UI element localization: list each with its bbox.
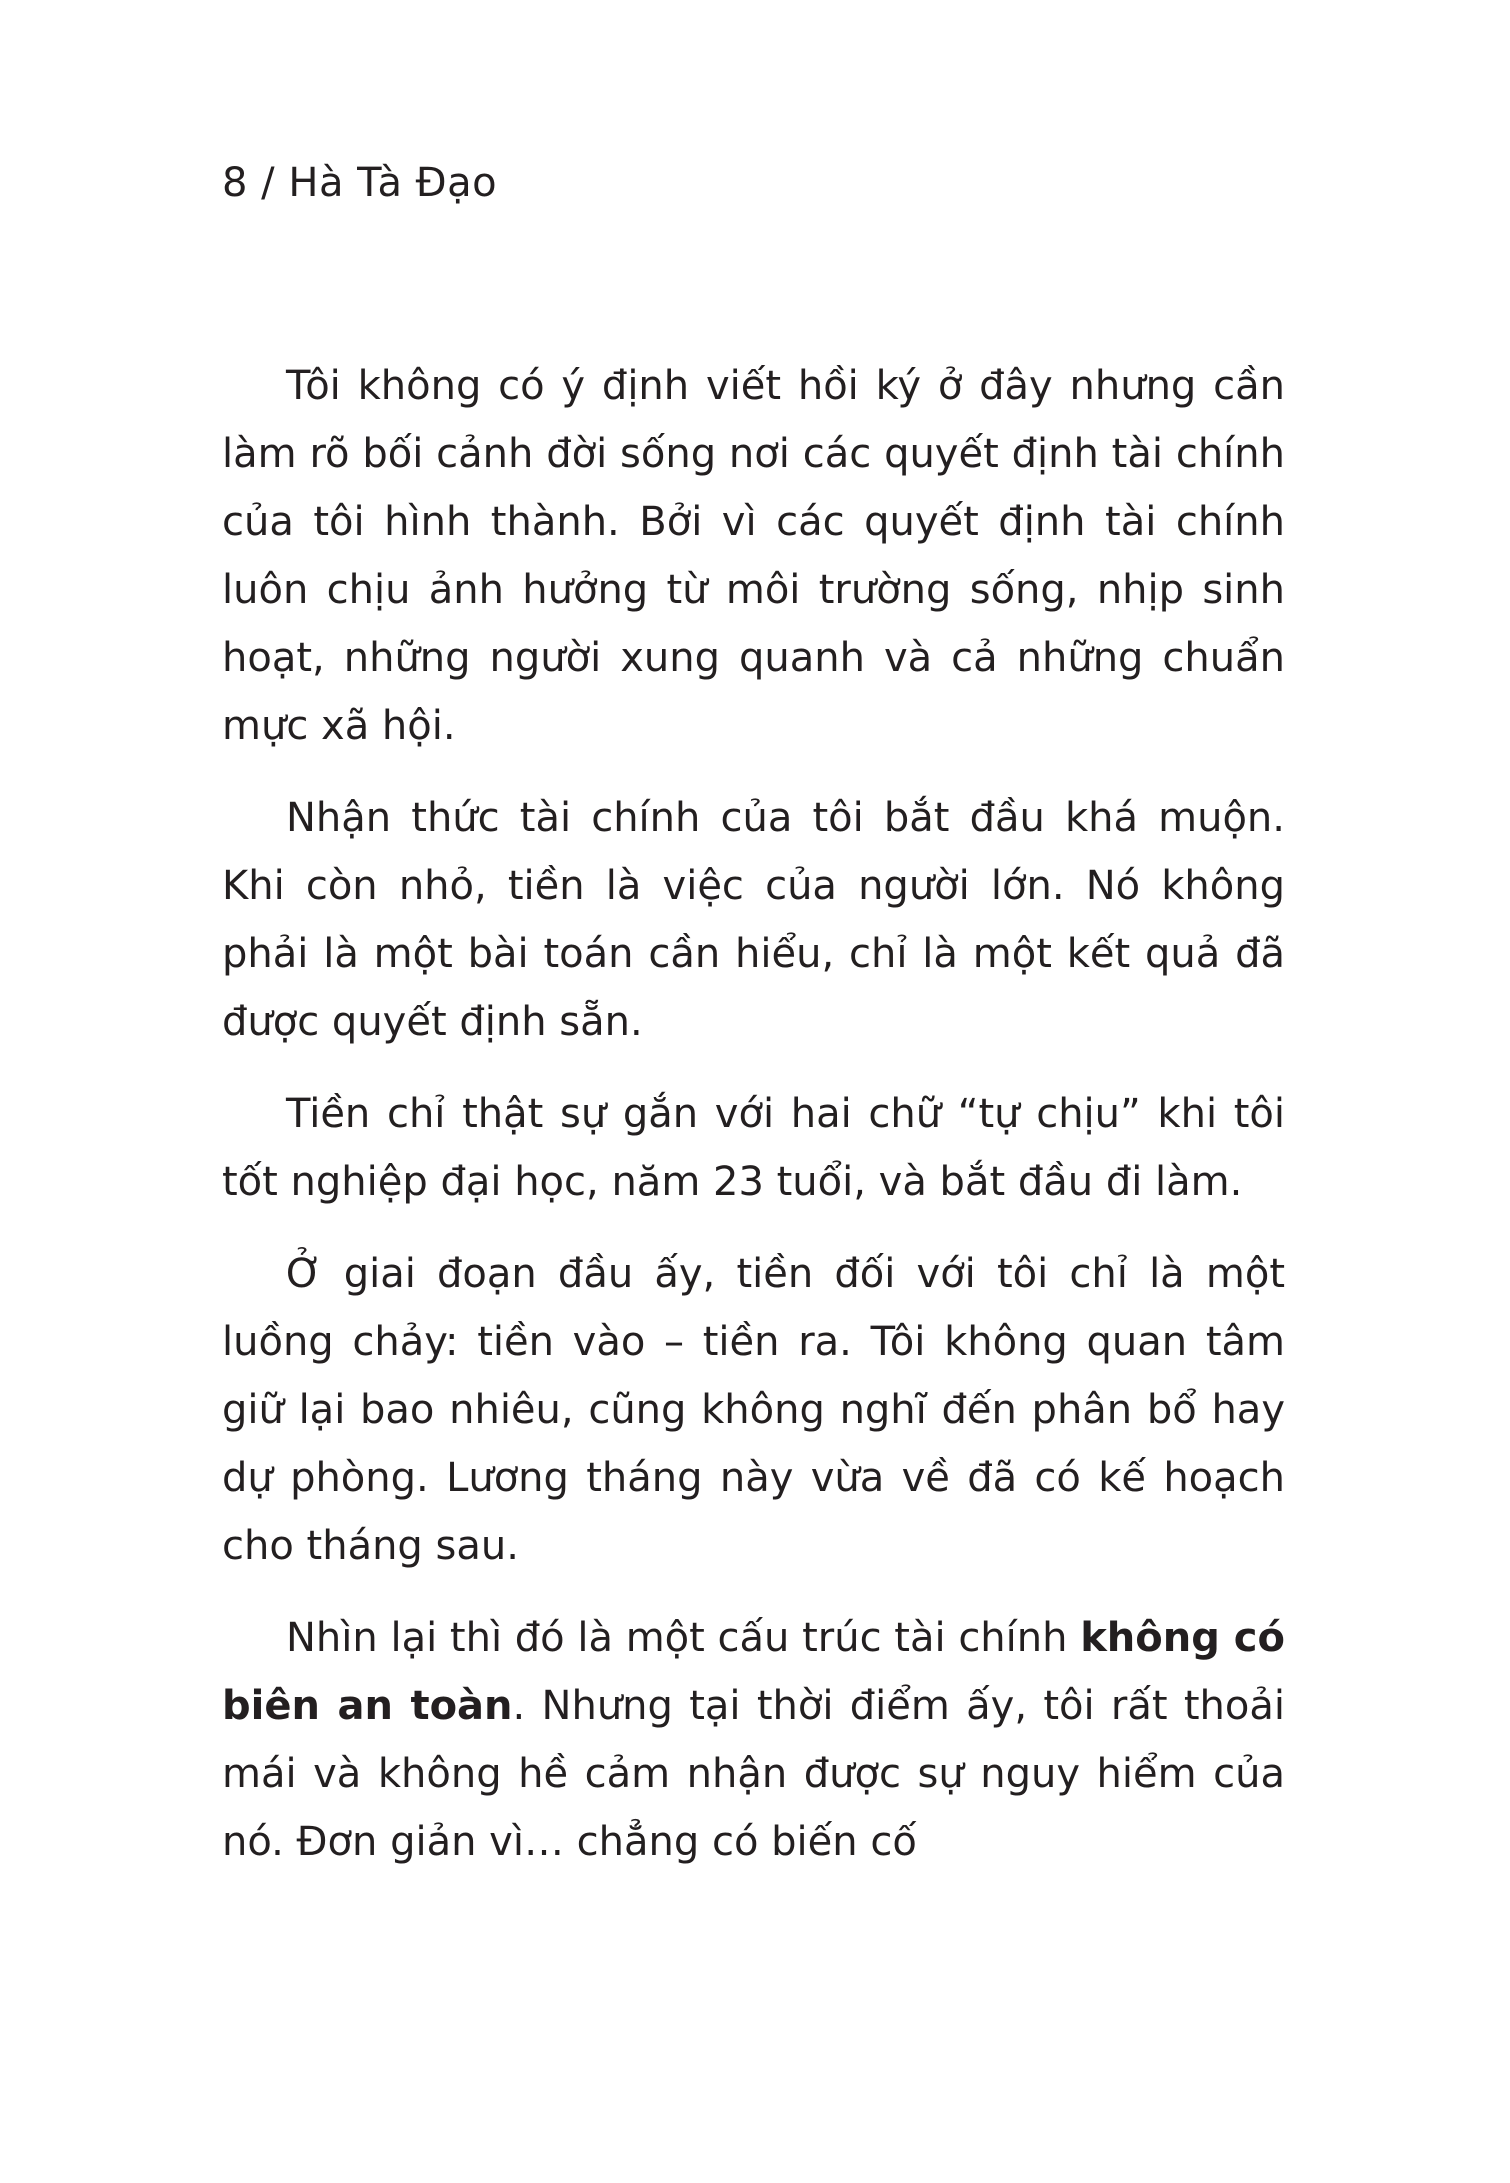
- paragraph-5-rest: . Nhưng tại thời điểm ấy, tôi rất thoải mái và không hề cảm nhận được sự nguy hiểm của nó. Đơn giản vì… chẳng có biến cố: [222, 1683, 1286, 1865]
- body-text: [222, 352, 1285, 1900]
- paragraph-3: Tiền chỉ thật sự gắn với hai chữ “tự chịu” khi tôi tốt nghiệp đại học, năm 23 tuổi, và bắt đầu đi làm.: [222, 1091, 1285, 1205]
- page-number: 8: [222, 160, 248, 206]
- paragraph-2: Nhận thức tài chính của tôi bắt đầu khá muộn. Khi còn nhỏ, tiền là việc của người lớn. Nó không phải là một bài toán cần hiểu, chỉ là một kết quả đã được quyết định sẵn.: [222, 795, 1285, 1045]
- book-title: Hà Tà Đạo: [288, 160, 498, 206]
- paragraph-1: Tôi không có ý định viết hồi ký ở đây nhưng cần làm rõ bối cảnh đời sống nơi các quyết định tài chính của tôi hình thành. Bởi vì các quyết định tài chính luôn chịu ảnh hưởng từ môi trường sống, nhịp sinh hoạt, những người xung quanh và cả những chuẩn mực xã hội.: [222, 363, 1285, 749]
- paragraph-5-lead: Nhìn lại thì đó là một cấu trúc tài chính: [286, 1615, 1081, 1661]
- paragraph-4: Ở giai đoạn đầu ấy, tiền đối với tôi chỉ là một luồng chảy: tiền vào – tiền ra. Tôi không quan tâm giữ lại bao nhiêu, cũng không nghĩ đến phân bổ hay dự phòng. Lương tháng này vừa về đã có kế hoạch cho tháng sau.: [222, 1251, 1285, 1569]
- paragraph-5: [222, 1604, 1285, 1876]
- header-separator: /: [261, 160, 276, 206]
- bold-emphasis: không có biên an toàn: [222, 1615, 1285, 1729]
- running-header: [222, 160, 497, 206]
